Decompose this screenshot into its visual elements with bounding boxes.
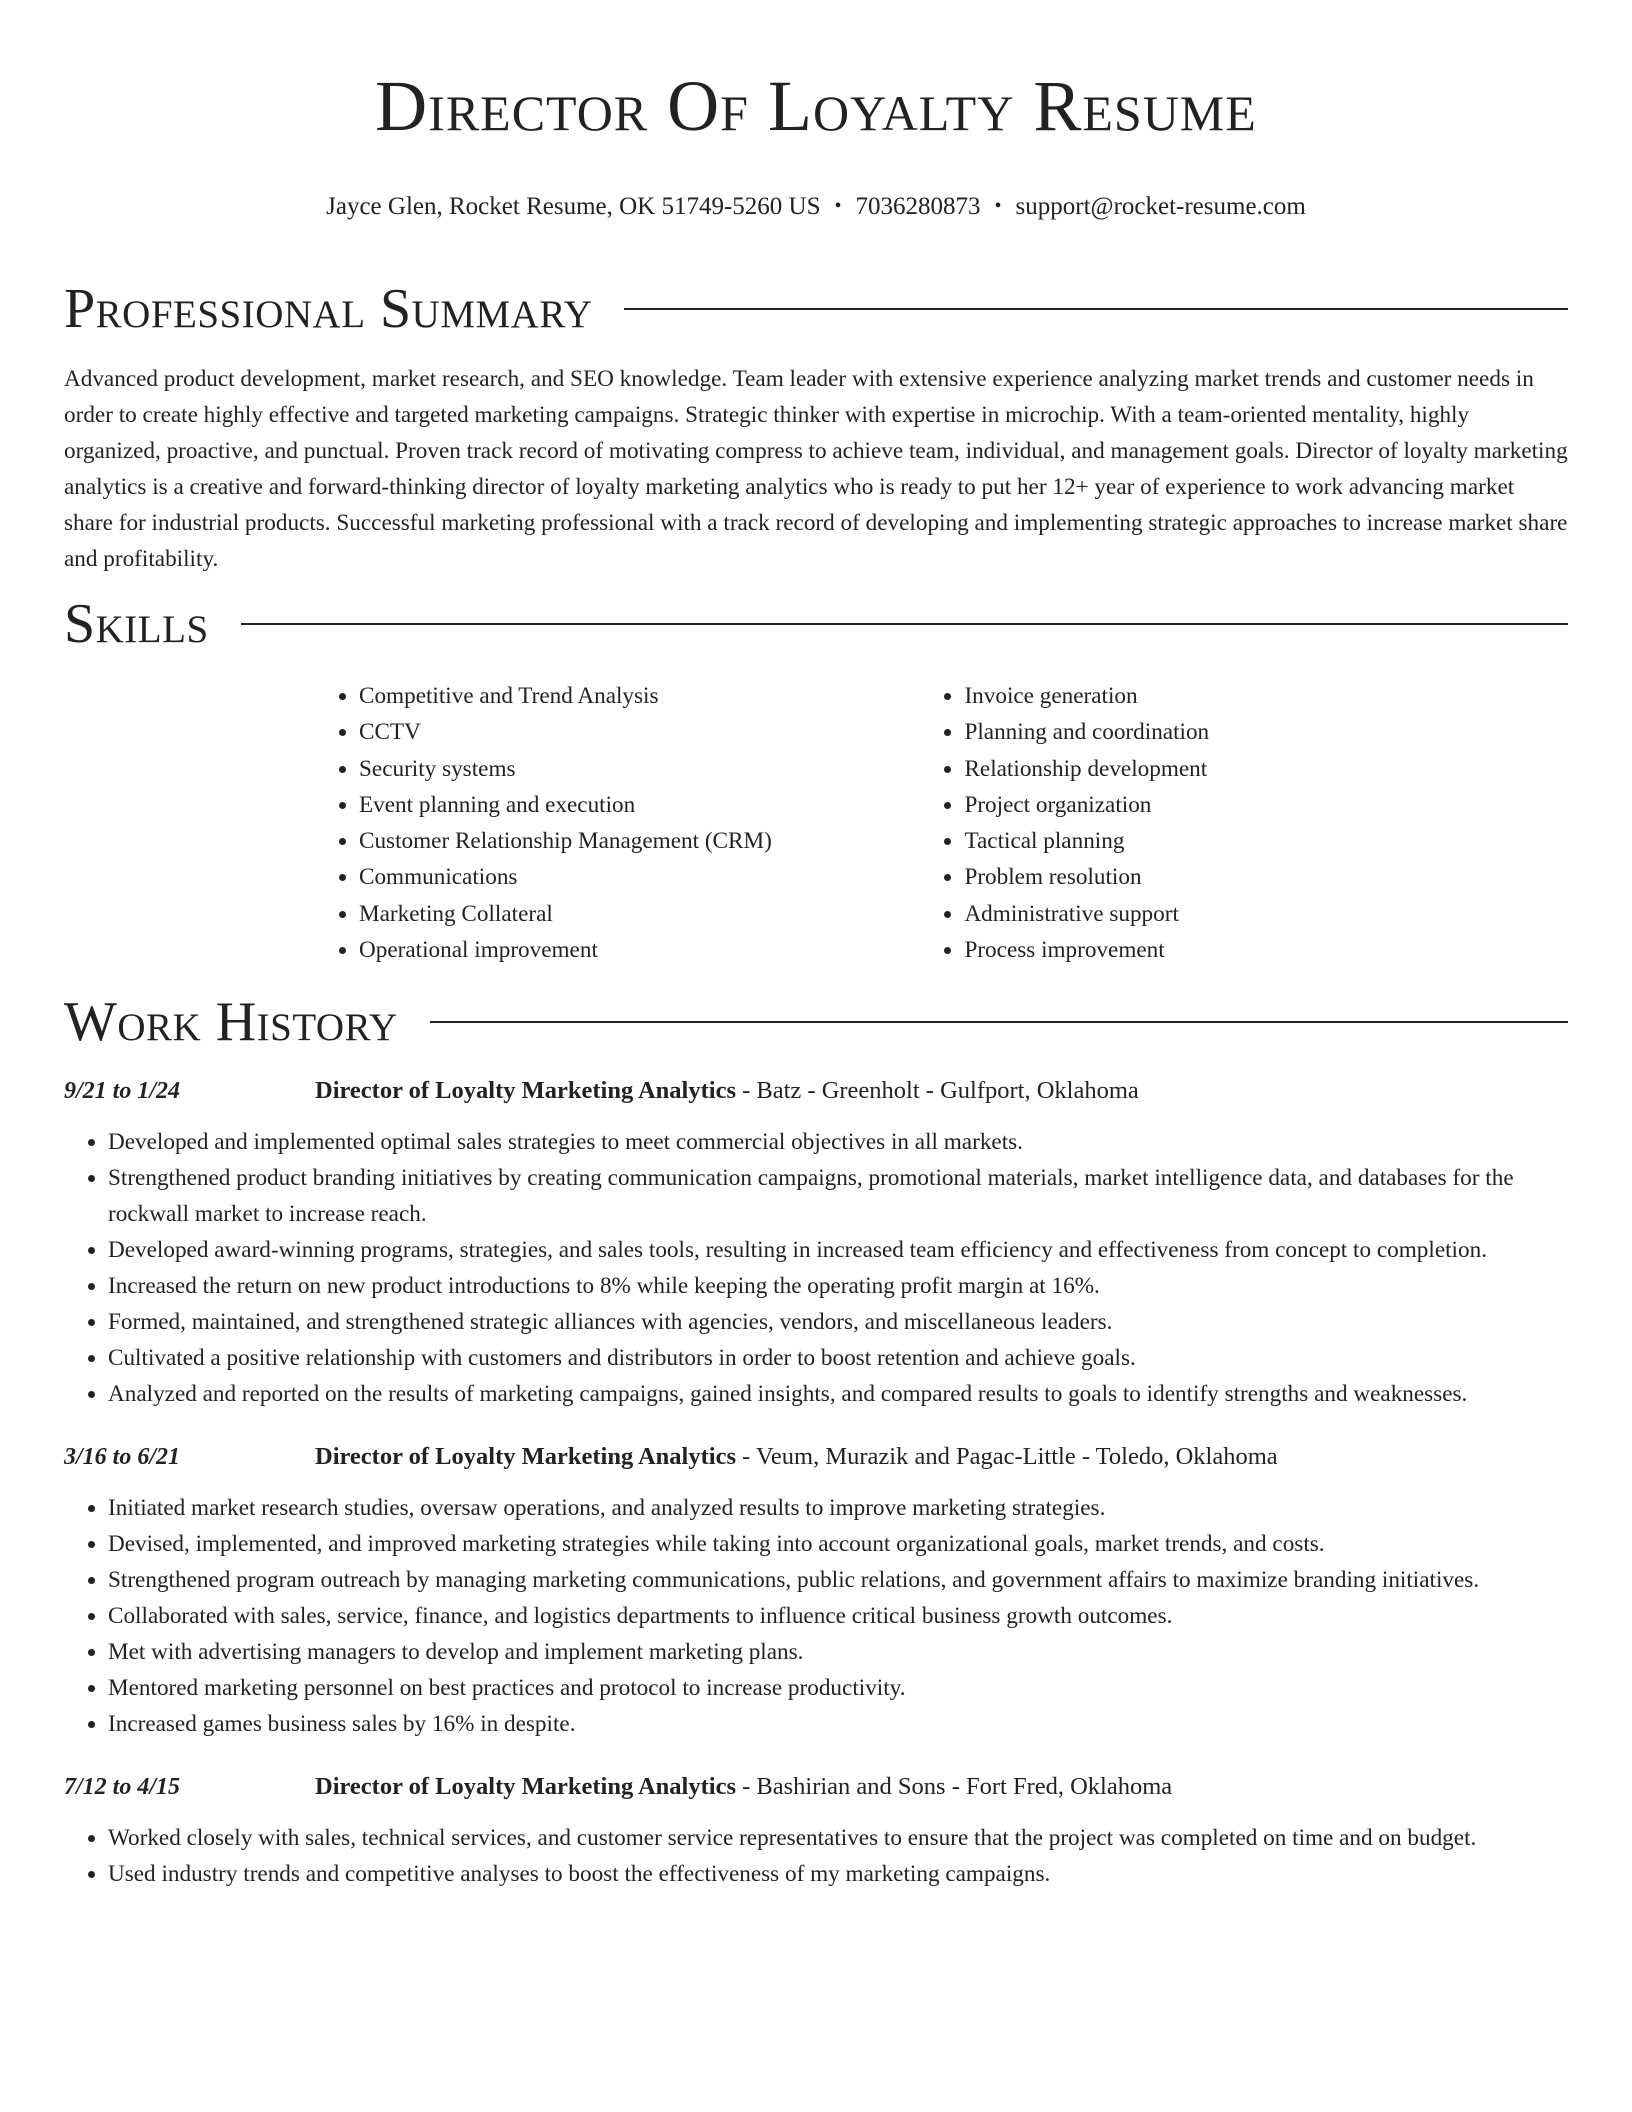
skill-item: • Operational improvement: [359, 932, 920, 968]
skills-heading: Skills: [64, 593, 209, 655]
section-divider: [241, 623, 1568, 625]
job-title: Director of Loyalty Marketing Analytics: [315, 1443, 736, 1471]
job-entry: [64, 1440, 1568, 1742]
job-title: Director of Loyalty Marketing Analytics: [315, 1773, 736, 1801]
skills-list: [315, 678, 1568, 968]
job-bullet-list: [64, 1820, 1568, 1892]
job-bullet: • Used industry trends and competitive analyses to boost the effectiveness of my marketing campaigns.: [108, 1856, 1568, 1892]
skill-item: • Security systems: [359, 751, 920, 787]
job-bullet: • Collaborated with sales, service, finance, and logistics departments to influence critical business growth outcomes.: [108, 1598, 1568, 1634]
section-divider: [430, 1021, 1568, 1023]
job-bullet: • Increased games business sales by 16% in despite.: [108, 1706, 1568, 1742]
job-bullet: • Devised, implemented, and improved marketing strategies while taking into account organizational goals, market trends, and costs.: [108, 1526, 1568, 1562]
job-bullet-list: [64, 1124, 1568, 1412]
job-bullet: • Increased the return on new product introductions to 8% while keeping the operating profit margin at 16%.: [108, 1268, 1568, 1304]
job-bullet: • Strengthened program outreach by managing marketing communications, public relations, and government affairs to maximize branding initiatives.: [108, 1562, 1568, 1598]
job-details: - Veum, Murazik and Pagac-Little - Toledo, Oklahoma: [735, 1443, 1278, 1471]
job-bullet: • Mentored marketing personnel on best practices and protocol to increase productivity.: [108, 1670, 1568, 1706]
section-divider: [624, 308, 1568, 310]
job-entry: [64, 1770, 1568, 1892]
summary-paragraph: Advanced product development, market research, and SEO knowledge. Team leader with extensive experience analyzing market trends and customer needs in order to create highly effective and targeted marketing campaigns. Strategic thinker with expertise in microchip. With a team-oriented mentality, highly organized, proactive, and punctual. Proven track record of motivating compress to achieve team, individual, and management goals. Director of loyalty marketing analytics is a creative and forward-thinking director of loyalty marketing analytics who is ready to put her 12+ year of experience to work advancing market share for industrial products. Successful marketing professional with a track record of developing and implementing strategic approaches to increase market share and profitability.: [64, 366, 1568, 572]
job-details: - Bashirian and Sons - Fort Fred, Oklahoma: [735, 1773, 1173, 1801]
skill-item: • Relationship development: [964, 751, 1568, 787]
job-bullet: • Cultivated a positive relationship with customers and distributors in order to boost retention and achieve goals.: [108, 1340, 1568, 1376]
job-bullet: • Developed award-winning programs, strategies, and sales tools, resulting in increased team efficiency and effectiveness from concept to completion.: [108, 1232, 1568, 1268]
job-bullet: • Analyzed and reported on the results of marketing campaigns, gained insights, and compared results to goals to identify strengths and weaknesses.: [108, 1376, 1568, 1412]
skill-item: • Communications: [359, 859, 920, 895]
skill-item: • Tactical planning: [964, 823, 1568, 859]
job-header: [64, 1440, 1568, 1474]
work-section-header: [64, 990, 1568, 1054]
job-header: [64, 1074, 1568, 1108]
skill-item: • Problem resolution: [964, 859, 1568, 895]
skill-item: • Invoice generation: [964, 678, 1568, 714]
resume-title: Director Of Loyalty Resume: [375, 66, 1257, 146]
job-bullet: • Developed and implemented optimal sales strategies to meet commercial objectives in all markets.: [108, 1124, 1568, 1160]
job-heading: [315, 1440, 1278, 1474]
job-bullet: • Initiated market research studies, oversaw operations, and analyzed results to improve marketing strategies.: [108, 1490, 1568, 1526]
job-heading: [315, 1770, 1172, 1804]
job-bullet: • Met with advertising managers to develop and implement marketing plans.: [108, 1634, 1568, 1670]
job-entry: [64, 1074, 1568, 1412]
summary-heading: Professional Summary: [64, 278, 593, 340]
job-title: Director of Loyalty Marketing Analytics: [315, 1077, 736, 1105]
contact-address: Jayce Glen, Rocket Resume, OK 51749-5260 US: [326, 193, 821, 220]
contact-separator: •: [994, 195, 1002, 217]
skill-item: • Marketing Collateral: [359, 896, 920, 932]
job-details: - Batz - Greenholt - Gulfport, Oklahoma: [735, 1077, 1139, 1105]
job-dates: 7/12 to 4/15: [64, 1774, 181, 1801]
job-bullet-list: [64, 1490, 1568, 1742]
skill-item: • Process improvement: [964, 932, 1568, 968]
skill-item: • Project organization: [964, 787, 1568, 823]
skill-item: • Event planning and execution: [359, 787, 920, 823]
contact-separator: •: [834, 195, 842, 217]
job-dates: 3/16 to 6/21: [64, 1444, 181, 1471]
skill-item: • CCTV: [359, 714, 920, 750]
skill-item: • Competitive and Trend Analysis: [359, 678, 920, 714]
contact-phone: 7036280873: [855, 193, 981, 220]
job-bullet: • Formed, maintained, and strengthened strategic alliances with agencies, vendors, and miscellaneous leaders.: [108, 1304, 1568, 1340]
skills-section-header: [64, 592, 1568, 656]
skills-column-right: [920, 678, 1568, 968]
job-bullet: • Strengthened product branding initiatives by creating communication campaigns, promotional materials, market intelligence data, and databases for the rockwall market to increase reach.: [108, 1160, 1568, 1232]
skill-item: • Customer Relationship Management (CRM): [359, 823, 920, 859]
resume-page: [64, 0, 1568, 1892]
job-dates: 9/21 to 1/24: [64, 1078, 181, 1105]
skill-item: • Administrative support: [964, 896, 1568, 932]
contact-line: [64, 192, 1568, 223]
job-header: [64, 1770, 1568, 1804]
job-bullet: • Worked closely with sales, technical services, and customer service representatives to ensure that the project was completed on time and on budget.: [108, 1820, 1568, 1856]
contact-email: support@rocket-resume.com: [1015, 193, 1306, 220]
skills-column-left: [315, 678, 920, 968]
work-heading: Work History: [64, 991, 398, 1054]
summary-section-header: [64, 277, 1568, 341]
skill-item: • Planning and coordination: [964, 714, 1568, 750]
job-heading: [315, 1074, 1139, 1108]
